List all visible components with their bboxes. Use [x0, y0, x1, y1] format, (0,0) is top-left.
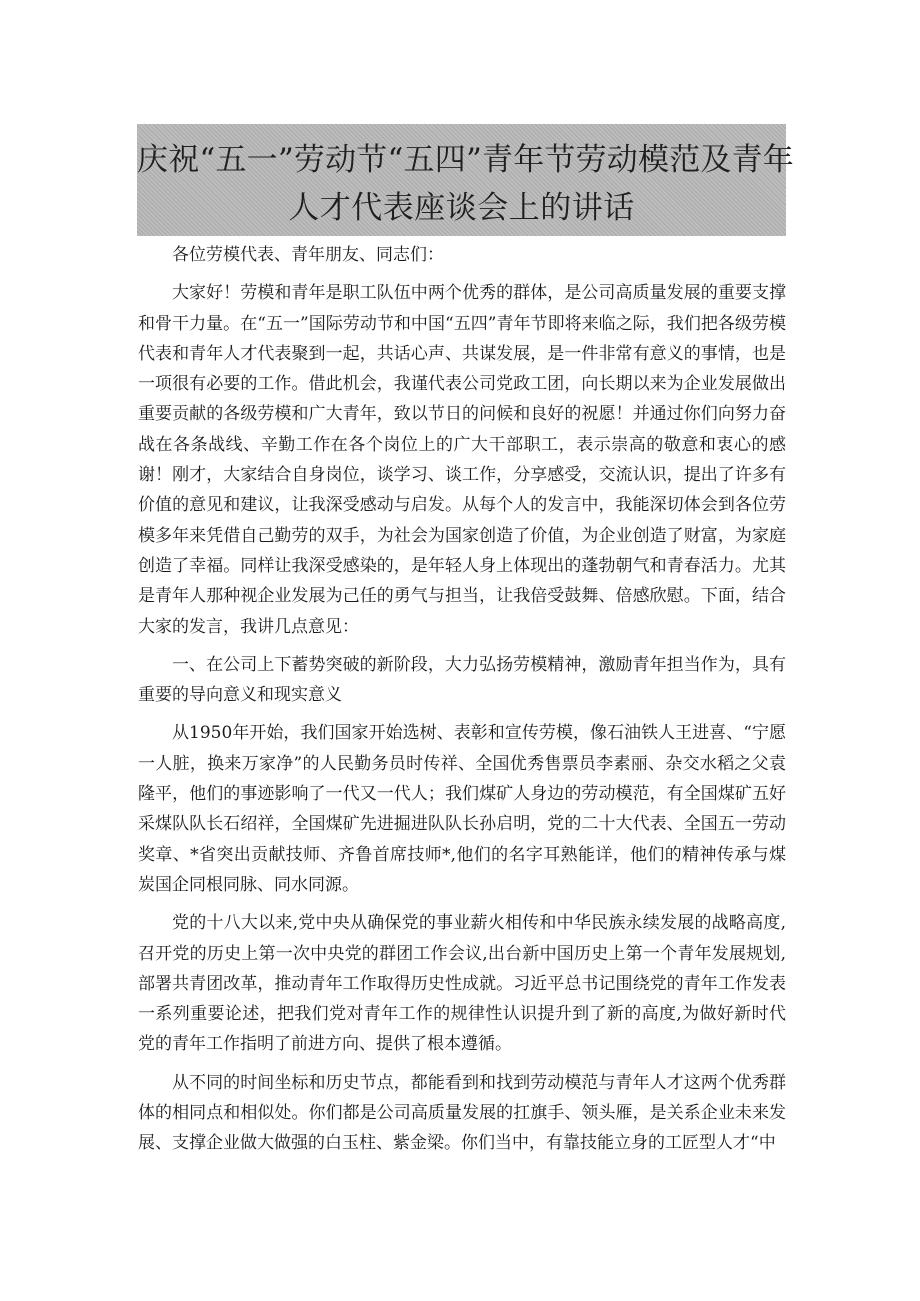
paragraph-labor-models: 从1950年开始，我们国家开始选树、表彰和宣传劳模，像石油铁人王进喜、“宁愿一人脏，换来万家净”的人民勤务员时传祥、全国优秀售票员李素丽、杂交水稻之父袁隆平，他们的事迹影响了一代又一代人；我们煤矿人身边的劳动模范，有全国煤矿五好采煤队队长石绍祥，全国煤矿先进掘进队队长孙启明，党的二十大代表、全国五一劳动奖章、*省突出贡献技师、齐鲁首席技师*,他们的名字耳熟能详，他们的精神传承与煤炭国企同根同脉、同水同源。 — [138, 723, 786, 895]
section-heading-1: 一、在公司上下蓄势突破的新阶段，大力弘扬劳模精神，激励青年担当作为，具有重要的导向意义和现实意义 — [138, 654, 786, 706]
opening-paragraph: 大家好！劳模和青年是职工队伍中两个优秀的群体，是公司高质量发展的重要支撑和骨干力量。在“五一”国际劳动节和中国“五四”青年节即将来临之际，我们把各级劳模代表和青年人才代表聚到一起，共话心声、共谋发展，是一件非常有意义的事情，也是一项很有必要的工作。借此机会，我谨代表公司党政工团，向长期以来为企业发展做出重要贡献的各级劳模和广大青年，致以节日的问候和良好的祝愿！并通过你们向努力奋战在各条战线、辛勤工作在各个岗位上的广大干部职工，表示崇高的敬意和衷心的感谢！刚才，大家结合自身岗位，谈学习、谈工作，分享感受，交流认识，提出了许多有价值的意见和建议，让我深受感动与启发。从每个人的发言中，我能深切体会到各位劳模多年来凭借自己勤劳的双手，为社会为国家创造了价值，为企业创造了财富，为家庭创造了幸福。同样让我深受感染的，是年轻人身上体现出的蓬勃朝气和青春活力。尤其是青年人那种视企业发展为己任的勇气与担当，让我倍受鼓舞、倍感欣慰。下面，结合大家的发言，我讲几点意见： — [138, 283, 786, 637]
salutation: 各位劳模代表、青年朋友、同志们： — [172, 245, 444, 265]
document-title-line-2: 人才代表座谈会上的讲话 — [288, 190, 635, 226]
paragraph-youth-work: 党的十八大以来,党中央从确保党的事业薪火相传和中华民族永续发展的战略高度,召开党的历史上第一次中央党的群团工作会议,出台新中国历史上第一个青年发展规划,部署共青团改革，推动青年工作取得历史性成就。习近平总书记围绕党的青年工作发表一系列重要论述，把我们党对青年工作的规律性认识提升到了新的高度,为做好新时代党的青年工作指明了前进方向、提供了根本遵循。 — [138, 913, 786, 1055]
document-title-line-1: 庆祝“五一”劳动节“五四”青年节劳动模范及青年 — [137, 142, 794, 178]
speech-body — [138, 240, 786, 1167]
paragraph-two-groups: 从不同的时间坐标和历史节点，都能看到和找到劳动模范与青年人才这两个优秀群体的相同点和相似处。你们都是公司高质量发展的扛旗手、领头雁，是关系企业未来发展、支撑企业做大做强的白玉柱、紫金梁。你们当中，有靠技能立身的工匠型人才“中 — [138, 1072, 786, 1154]
